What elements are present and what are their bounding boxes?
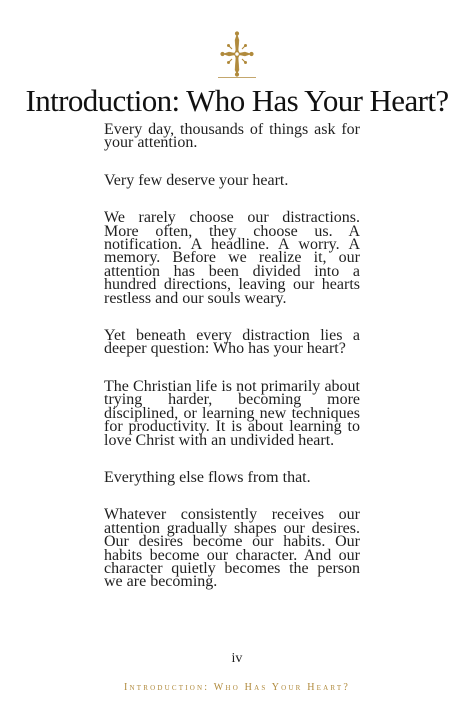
page-number: iv <box>231 651 243 666</box>
running-footer: Introduction: Who Has Your Heart? <box>124 682 350 693</box>
paragraph: We rarely choose our distractions. More often, they choose us. A notification. A headline. A worry. A memory. Before we realize it, our attention has been divided into a hundred directions, leaving our hearts restless and our souls weary. <box>104 209 360 307</box>
paragraph: Yet beneath every distraction lies a deeper question: Who has your heart? <box>104 327 360 358</box>
chapter-body <box>104 123 360 589</box>
paragraph: Every day, thousands of things ask for your attention. <box>104 121 360 152</box>
chapter-title: Introduction: Who Has Your Heart? <box>25 83 449 118</box>
ornate-cross-icon <box>212 30 262 82</box>
paragraph: The Christian life is not primarily about trying harder, becoming more disciplined, or learning new techniques for productivity. It is about learning to love Christ with an undivided heart. <box>104 377 360 449</box>
paragraph: Very few deserve your heart. <box>104 171 289 189</box>
paragraph: Whatever consistently receives our attention gradually shapes our desires. Our desires become our habits. Our habits become our character. And our character quietly becomes the person we are becoming. <box>104 506 360 591</box>
paragraph: Everything else flows from that. <box>104 468 311 486</box>
